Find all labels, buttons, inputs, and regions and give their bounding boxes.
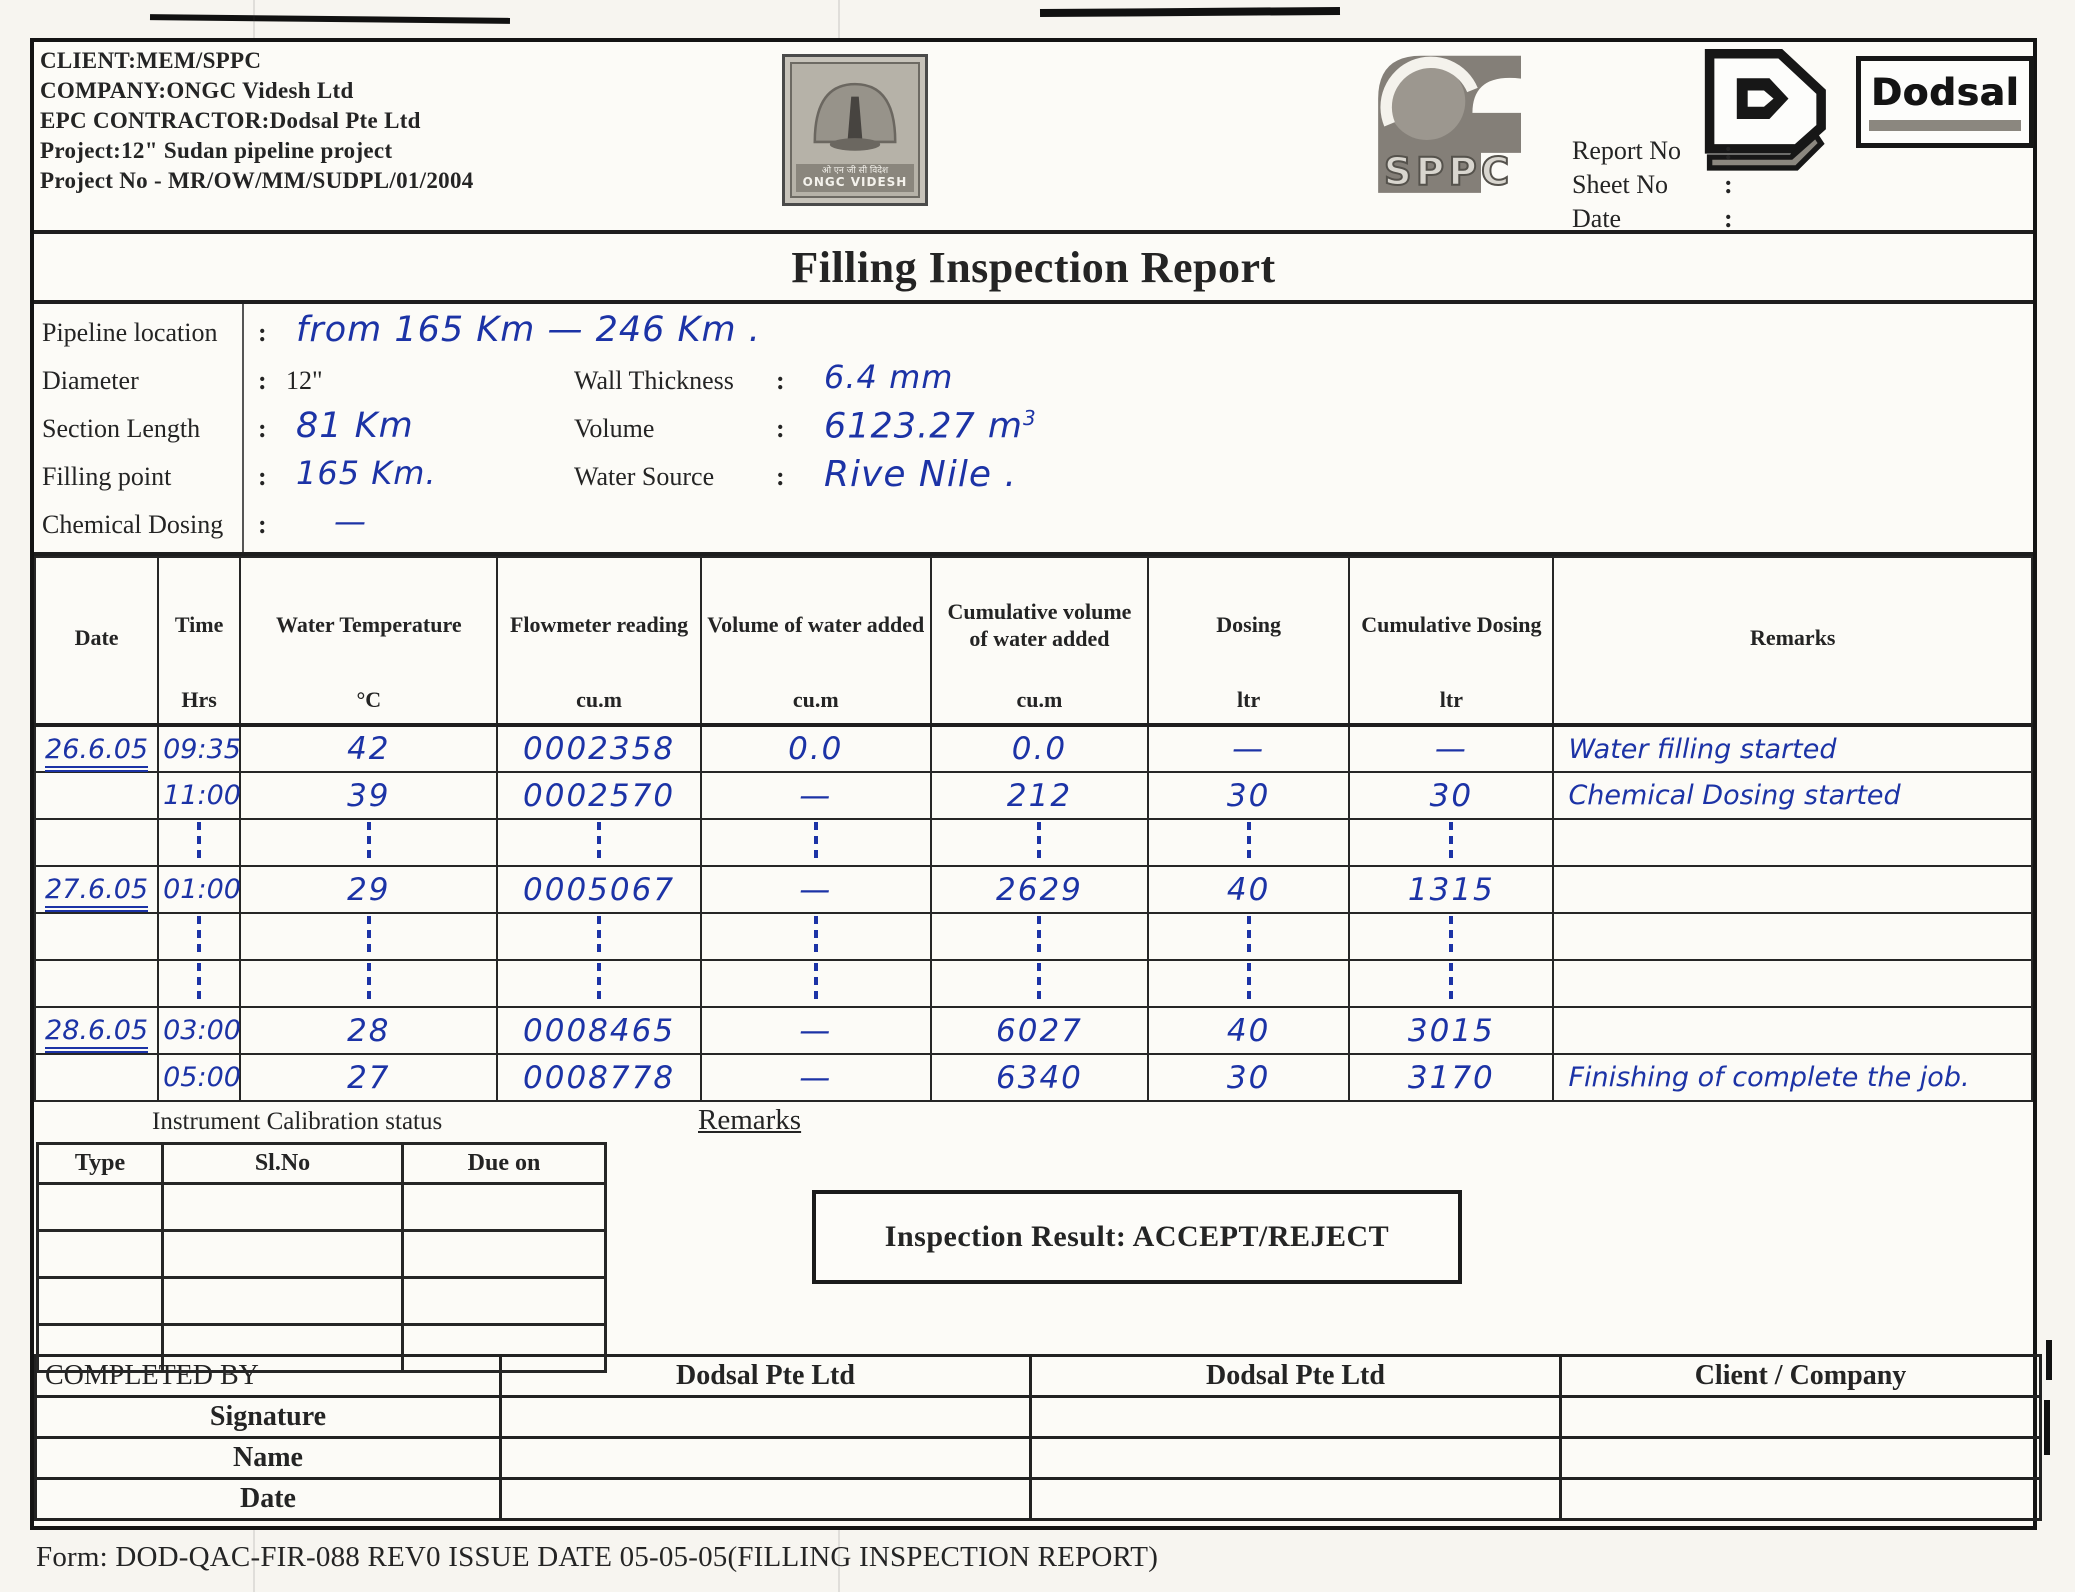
name-row xyxy=(36,1438,2041,1479)
empty-cell xyxy=(403,1278,606,1325)
pipeline-info-section xyxy=(34,304,2033,556)
report-no-colon: : xyxy=(1724,136,1733,165)
continuation-dots xyxy=(814,963,818,999)
remarks-cell xyxy=(1553,819,2032,866)
signoff-column-client: Client / Company xyxy=(1561,1356,2041,1397)
report-meta xyxy=(1572,134,1764,236)
continuation-dots-cell xyxy=(701,819,931,866)
continuation-dots xyxy=(1449,916,1453,952)
lower-section xyxy=(34,1102,2033,1354)
empty-cell xyxy=(403,1231,606,1278)
temp-cell xyxy=(240,1054,497,1101)
handwritten-time: 01:00 xyxy=(163,874,241,905)
col-header-time xyxy=(158,557,240,725)
cumulative-volume-cell xyxy=(931,772,1148,819)
header-label: Cumulative volume of water added xyxy=(947,599,1132,651)
handwritten-temp: 27 xyxy=(347,1059,391,1096)
temp-cell xyxy=(240,1007,497,1054)
continuation-dots-cell xyxy=(1349,819,1553,866)
continuation-dots xyxy=(1247,916,1251,952)
header-unit: cu.m xyxy=(576,687,622,712)
chemical-dosing-row xyxy=(34,502,2033,550)
date-cell xyxy=(1031,1479,1561,1520)
col-header-water-temperature xyxy=(240,557,497,725)
continuation-dots-cell xyxy=(240,960,497,1007)
header-unit: ltr xyxy=(1237,687,1261,712)
empty-cell xyxy=(163,1325,403,1372)
empty-cell xyxy=(38,1184,163,1231)
handwritten-date: 27.6.05 xyxy=(45,874,148,912)
remarks-cell xyxy=(1553,913,2032,960)
signoff-table xyxy=(34,1354,2042,1521)
continuation-dots xyxy=(1247,963,1251,999)
handwritten-cumulative-dosing: — xyxy=(1434,731,1468,767)
date-label: Date xyxy=(1572,204,1622,233)
handwritten-cumulative-dosing: 1315 xyxy=(1407,871,1495,908)
ongc-english-text: ONGC VIDESH xyxy=(802,175,908,190)
header-label: Remarks xyxy=(1749,625,1836,651)
inspection-result-text: Inspection Result: ACCEPT/REJECT xyxy=(884,1220,1390,1253)
cumulative-volume-cell xyxy=(931,725,1148,772)
date-cell xyxy=(35,866,158,913)
date-cell xyxy=(35,725,158,772)
report-no-label: Report No xyxy=(1572,136,1682,165)
cumulative-volume-cell xyxy=(931,1007,1148,1054)
scan-streak xyxy=(2046,1340,2052,1380)
col-header-volume-added xyxy=(701,557,931,725)
filling-inspection-form xyxy=(30,38,2037,1530)
empty-cell xyxy=(403,1325,606,1372)
col-header-cumulative-dosing xyxy=(1349,557,1553,725)
volume-added-cell xyxy=(701,725,931,772)
date-signoff-label: Date xyxy=(36,1479,501,1520)
ongc-logo-text xyxy=(796,164,914,192)
continuation-dots-cell xyxy=(931,960,1148,1007)
pipeline-location-value: from 165 Km — 246 Km . xyxy=(296,310,761,350)
wall-thickness-label: Wall Thickness xyxy=(574,366,734,395)
continuation-dots xyxy=(197,963,201,999)
continuation-dots-cell xyxy=(497,819,700,866)
signature-cell xyxy=(1561,1397,2041,1438)
chemical-dosing-label: Chemical Dosing xyxy=(42,510,224,539)
handwritten-flowmeter: 0005067 xyxy=(523,871,676,908)
date-signoff-row xyxy=(36,1479,2041,1520)
handwritten-cumulative-volume: 212 xyxy=(1006,777,1073,814)
date-cell xyxy=(1561,1479,2041,1520)
handwritten-flowmeter: 0002570 xyxy=(523,777,676,814)
colon: : xyxy=(776,366,785,395)
filling-point-label: Filling point xyxy=(42,462,172,491)
date-colon: : xyxy=(1724,204,1733,233)
continuation-dots-cell xyxy=(1148,960,1349,1007)
flowmeter-cell xyxy=(497,725,700,772)
flowmeter-cell xyxy=(497,772,700,819)
handwritten-flowmeter: 0008465 xyxy=(523,1012,676,1049)
signature-label: Signature xyxy=(36,1397,501,1438)
continuation-dots-cell xyxy=(497,913,700,960)
date-cell xyxy=(35,772,158,819)
calibration-dueon-header: Due on xyxy=(403,1144,606,1184)
cumulative-volume-cell xyxy=(931,866,1148,913)
handwritten-cumulative-volume: 6027 xyxy=(996,1012,1083,1049)
continuation-dots xyxy=(367,822,371,858)
table-row xyxy=(35,1054,2032,1101)
cumulative-dosing-cell xyxy=(1349,866,1553,913)
sppc-logo-icon xyxy=(1372,50,1530,200)
diameter-row xyxy=(34,358,2033,406)
remarks-cell xyxy=(1553,1007,2032,1054)
page-title: Filling Inspection Report xyxy=(791,242,1276,292)
header-label: Date xyxy=(74,625,119,651)
date-cell xyxy=(35,1054,158,1101)
continuation-dots xyxy=(367,916,371,952)
volume-superscript: 3 xyxy=(1022,406,1037,430)
handwritten-cumulative-volume: 2629 xyxy=(996,871,1083,908)
date-cell xyxy=(35,913,158,960)
signature-cell xyxy=(501,1397,1031,1438)
handwritten-dosing: 40 xyxy=(1226,1012,1271,1049)
empty-cell xyxy=(163,1278,403,1325)
handwritten-volume: — xyxy=(799,1059,833,1096)
col-header-dosing xyxy=(1148,557,1349,725)
wall-thickness-value: 6.4 mm xyxy=(824,358,954,396)
header-unit: cu.m xyxy=(1016,687,1063,712)
continuation-dots-cell xyxy=(1148,913,1349,960)
handwritten-flowmeter: 0008778 xyxy=(523,1059,676,1096)
table-header-row xyxy=(35,557,2032,725)
colon: : xyxy=(776,414,785,443)
handwritten-cumulative-volume: 0.0 xyxy=(1011,731,1068,767)
continuation-dots-cell xyxy=(240,819,497,866)
handwritten-volume: 0.0 xyxy=(788,731,844,767)
remarks-cell xyxy=(1553,866,2032,913)
table-row xyxy=(35,866,2032,913)
header-label: Cumulative Dosing xyxy=(1361,612,1542,638)
remarks-cell xyxy=(1553,772,2032,819)
handwritten-remarks: Chemical Dosing started xyxy=(1568,780,1901,811)
cumulative-dosing-cell xyxy=(1349,772,1553,819)
name-cell xyxy=(1031,1438,1561,1479)
date-cell xyxy=(35,1007,158,1054)
volume-added-cell xyxy=(701,1054,931,1101)
remarks-cell xyxy=(1553,725,2032,772)
signature-cell xyxy=(1031,1397,1561,1438)
continuation-dots-cell xyxy=(158,960,240,1007)
client-line: CLIENT:MEM/SPPC xyxy=(40,48,262,73)
continuation-dots xyxy=(814,916,818,952)
continuation-dots xyxy=(1247,822,1251,858)
remarks-section-label: Remarks xyxy=(698,1104,802,1136)
temp-cell xyxy=(240,725,497,772)
handwritten-time: 03:00 xyxy=(163,1015,241,1046)
handwritten-date: 28.6.05 xyxy=(45,1015,148,1053)
header-unit: cu.m xyxy=(792,687,839,712)
company-line: COMPANY:ONGC Videsh Ltd xyxy=(40,78,354,103)
calibration-title: Instrument Calibration status xyxy=(152,1108,443,1135)
continuation-dots-cell xyxy=(1349,913,1553,960)
date-row xyxy=(1572,202,1764,236)
col-header-date xyxy=(35,557,158,725)
continuation-dots-cell xyxy=(931,913,1148,960)
empty-cell xyxy=(163,1231,403,1278)
client-info-block xyxy=(40,46,474,196)
cumulative-volume-cell xyxy=(931,1054,1148,1101)
col-header-remarks xyxy=(1553,557,2032,725)
calibration-type-header: Type xyxy=(38,1144,163,1184)
continuation-row xyxy=(35,913,2032,960)
calibration-slno-header: Sl.No xyxy=(163,1144,403,1184)
header-label: Flowmeter reading xyxy=(509,612,689,638)
handwritten-cumulative-dosing: 30 xyxy=(1429,777,1474,814)
temp-cell xyxy=(240,866,497,913)
handwritten-volume: — xyxy=(799,1012,833,1049)
header-unit: Hrs xyxy=(181,687,217,712)
time-cell xyxy=(158,866,240,913)
sheet-no-colon: : xyxy=(1724,170,1733,199)
continuation-dots xyxy=(1037,916,1041,952)
continuation-dots xyxy=(597,963,601,999)
time-cell xyxy=(158,772,240,819)
pipeline-location-row xyxy=(34,310,2033,358)
remarks-cell xyxy=(1553,1054,2032,1101)
header-unit: °C xyxy=(356,687,382,712)
name-cell xyxy=(501,1438,1031,1479)
empty-cell xyxy=(38,1278,163,1325)
filling-log-table xyxy=(34,556,2033,1102)
dosing-cell xyxy=(1148,1007,1349,1054)
handwritten-time: 11:00 xyxy=(163,780,241,811)
scan-streak xyxy=(150,14,510,24)
sheet-no-label: Sheet No xyxy=(1572,170,1669,199)
inspection-result-box xyxy=(812,1190,1462,1284)
table-row xyxy=(35,725,2032,772)
volume-added-cell xyxy=(701,866,931,913)
chemical-dosing-value: — xyxy=(334,502,367,540)
calibration-header-row xyxy=(38,1144,606,1184)
calibration-empty-row xyxy=(38,1184,606,1231)
handwritten-time: 09:35 xyxy=(163,733,241,765)
empty-cell xyxy=(403,1184,606,1231)
section-length-row xyxy=(34,406,2033,454)
handwritten-dosing: 30 xyxy=(1226,1059,1271,1096)
header-label: Water Temperature xyxy=(276,612,462,638)
date-cell xyxy=(35,819,158,866)
continuation-dots-cell xyxy=(931,819,1148,866)
continuation-dots xyxy=(367,963,371,999)
handwritten-volume: — xyxy=(799,871,833,908)
continuation-row xyxy=(35,960,2032,1007)
continuation-dots xyxy=(597,822,601,858)
volume-label: Volume xyxy=(574,414,655,443)
volume-added-cell xyxy=(701,1007,931,1054)
empty-cell xyxy=(38,1325,163,1372)
continuation-dots xyxy=(1037,822,1041,858)
sppc-logo xyxy=(1372,50,1530,200)
continuation-dots xyxy=(597,916,601,952)
water-source-label: Water Source xyxy=(574,462,715,491)
header-unit: ltr xyxy=(1439,687,1463,712)
flowmeter-cell xyxy=(497,866,700,913)
handwritten-dosing: 40 xyxy=(1226,871,1271,908)
continuation-dots-cell xyxy=(240,913,497,960)
svg-text:SPPC: SPPC xyxy=(1383,149,1514,195)
handwritten-volume: — xyxy=(799,777,833,814)
calibration-empty-row xyxy=(38,1231,606,1278)
handwritten-temp: 29 xyxy=(347,871,391,908)
continuation-dots-cell xyxy=(158,913,240,960)
continuation-dots-cell xyxy=(1148,819,1349,866)
table-row xyxy=(35,772,2032,819)
continuation-dots xyxy=(197,916,201,952)
diameter-value: 12" xyxy=(286,366,323,395)
volume-number: 6123.27 m xyxy=(824,406,1023,447)
continuation-dots xyxy=(1037,963,1041,999)
completed-by-label: COMPLETED BY xyxy=(36,1356,501,1397)
ongc-videsh-logo xyxy=(782,54,928,206)
header-label: Volume of water added xyxy=(707,612,925,638)
title-band xyxy=(34,234,2033,304)
colon: : xyxy=(258,414,267,443)
filling-point-value: 165 Km. xyxy=(296,454,437,492)
diameter-label: Diameter xyxy=(42,366,139,395)
scan-streak xyxy=(2044,1400,2050,1455)
handwritten-cumulative-dosing: 3015 xyxy=(1407,1012,1495,1049)
water-source-value: Rive Nile . xyxy=(824,454,1017,495)
colon: : xyxy=(258,510,267,539)
cumulative-dosing-cell xyxy=(1349,1054,1553,1101)
continuation-dots-cell xyxy=(497,960,700,1007)
signature-row xyxy=(36,1397,2041,1438)
handwritten-temp: 42 xyxy=(347,731,391,767)
handwritten-temp: 39 xyxy=(347,777,391,814)
continuation-dots xyxy=(1449,963,1453,999)
continuation-dots-cell xyxy=(158,819,240,866)
dosing-cell xyxy=(1148,772,1349,819)
ongc-logo-art xyxy=(790,62,920,198)
col-header-cumulative-volume xyxy=(931,557,1148,725)
col-header-flowmeter-reading xyxy=(497,557,700,725)
header-label: Dosing xyxy=(1216,612,1282,638)
empty-cell xyxy=(38,1231,163,1278)
handwritten-remarks: Water filling started xyxy=(1568,733,1837,765)
temp-cell xyxy=(240,772,497,819)
continuation-dots xyxy=(1449,822,1453,858)
continuation-dots-cell xyxy=(701,913,931,960)
volume-added-cell xyxy=(701,772,931,819)
time-cell xyxy=(158,1007,240,1054)
handwritten-cumulative-dosing: 3170 xyxy=(1407,1059,1495,1096)
ongc-hindi-text: ओ एन जी सी विदेश xyxy=(821,165,889,176)
project-no-line: Project No - MR/OW/MM/SUDPL/01/2004 xyxy=(40,168,474,193)
dosing-cell xyxy=(1148,725,1349,772)
handwritten-dosing: — xyxy=(1232,731,1266,767)
name-cell xyxy=(1561,1438,2041,1479)
calibration-empty-row xyxy=(38,1278,606,1325)
epc-contractor-line: EPC CONTRACTOR:Dodsal Pte Ltd xyxy=(40,108,421,133)
continuation-dots-cell xyxy=(1349,960,1553,1007)
filling-point-row xyxy=(34,454,2033,502)
empty-cell xyxy=(163,1184,403,1231)
sheet-no-row xyxy=(1572,168,1764,202)
time-cell xyxy=(158,725,240,772)
colon: : xyxy=(776,462,785,491)
handwritten-temp: 28 xyxy=(347,1012,391,1049)
table-row xyxy=(35,1007,2032,1054)
dodsal-logo-stripe xyxy=(1869,120,2021,131)
date-cell xyxy=(501,1479,1031,1520)
handwritten-cumulative-volume: 6340 xyxy=(996,1059,1083,1096)
handwritten-time: 05:00 xyxy=(163,1062,241,1093)
section-length-label: Section Length xyxy=(42,414,201,443)
continuation-row xyxy=(35,819,2032,866)
header-label: Time xyxy=(174,612,224,638)
form-header xyxy=(34,42,2033,234)
calibration-empty-row xyxy=(38,1325,606,1372)
form-footer: Form: DOD-QAC-FIR-088 REV0 ISSUE DATE 05-05-05(FILLING INSPECTION REPORT) xyxy=(36,1541,1159,1573)
remarks-cell xyxy=(1553,960,2032,1007)
continuation-dots xyxy=(814,822,818,858)
section-length-value: 81 Km xyxy=(296,406,414,446)
calibration-table xyxy=(36,1142,607,1373)
flowmeter-cell xyxy=(497,1054,700,1101)
signoff-column-dodsal-1: Dodsal Pte Ltd xyxy=(501,1356,1031,1397)
colon: : xyxy=(258,462,267,491)
pipeline-location-label: Pipeline location xyxy=(42,318,218,347)
dosing-cell xyxy=(1148,1054,1349,1101)
continuation-dots xyxy=(197,822,201,858)
flowmeter-cell xyxy=(497,1007,700,1054)
scan-streak xyxy=(1040,7,1340,17)
dodsal-wordmark-logo xyxy=(1856,56,2034,148)
dodsal-wordmark-text: Dodsal xyxy=(1870,71,2020,114)
handwritten-flowmeter: 0002358 xyxy=(523,731,676,767)
signoff-column-dodsal-2: Dodsal Pte Ltd xyxy=(1031,1356,1561,1397)
colon: : xyxy=(258,318,267,347)
report-no-row xyxy=(1572,134,1764,168)
dosing-cell xyxy=(1148,866,1349,913)
volume-value xyxy=(824,406,1037,447)
time-cell xyxy=(158,1054,240,1101)
handwritten-remarks: Finishing of complete the job. xyxy=(1568,1062,1970,1093)
colon: : xyxy=(258,366,267,395)
project-line: Project:12" Sudan pipeline project xyxy=(40,138,393,163)
handwritten-date: 26.6.05 xyxy=(45,734,148,772)
date-cell xyxy=(35,960,158,1007)
cumulative-dosing-cell xyxy=(1349,725,1553,772)
cumulative-dosing-cell xyxy=(1349,1007,1553,1054)
handwritten-dosing: 30 xyxy=(1226,777,1271,814)
name-label: Name xyxy=(36,1438,501,1479)
continuation-dots-cell xyxy=(701,960,931,1007)
